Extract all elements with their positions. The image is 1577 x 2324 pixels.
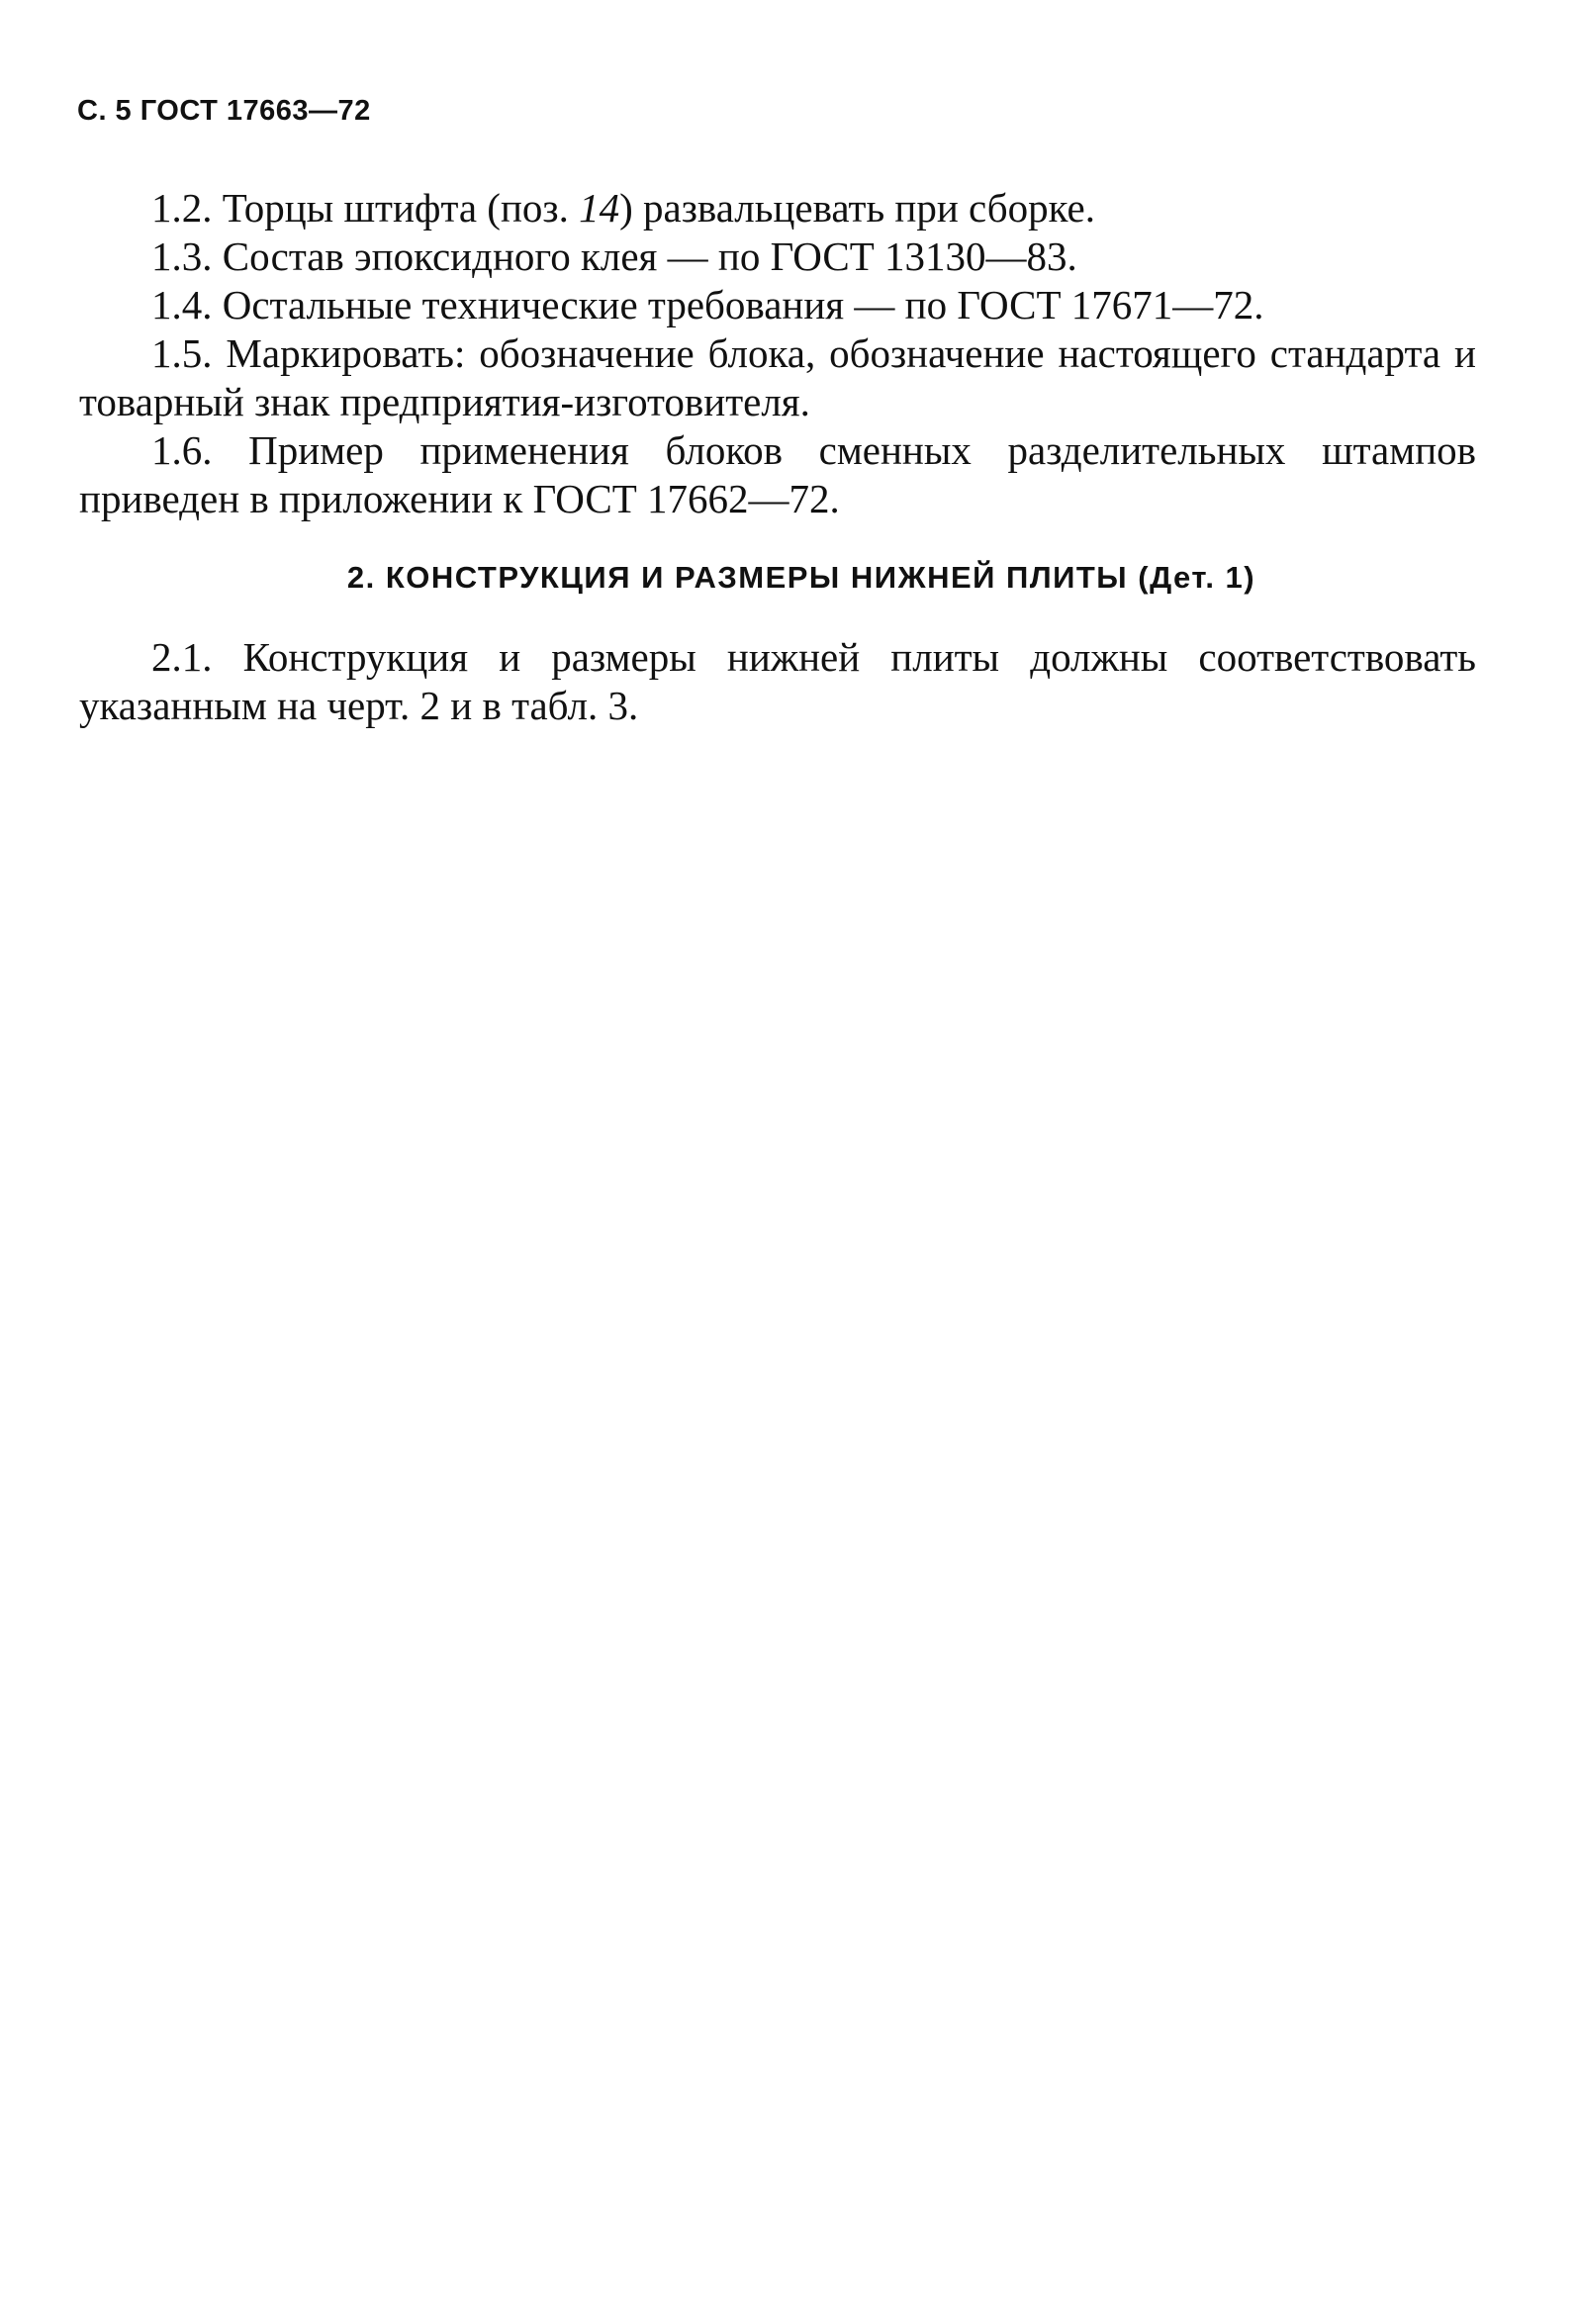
paragraph-1-2: 1.2. Торцы штифта (поз. 14) развальцевать при сборке.: [151, 185, 1095, 231]
paragraph-1-6: 1.6. Пример применения блоков сменных разделительных штампов приведен в приложении к ГОСТ 17662—72.: [79, 427, 1476, 521]
paragraph-1-5: 1.5. Маркировать: обозначение блока, обозначение настоящего стандарта и товарный знак предприятия-изготовителя.: [79, 330, 1476, 424]
section-2-body: [79, 633, 1476, 730]
page-header: [77, 95, 371, 128]
paragraph-2-1: 2.1. Конструкция и размеры нижней плиты должны соответствовать указанным на черт. 2 и в табл. 3.: [79, 634, 1476, 728]
requirements-list: [79, 184, 1476, 523]
section-heading: [0, 560, 1577, 596]
position-number: 14: [579, 185, 620, 231]
section-2-title: 2. КОНСТРУКЦИЯ И РАЗМЕРЫ НИЖНЕЙ ПЛИТЫ (Дет. 1): [346, 560, 1256, 595]
paragraph-1-4: 1.4. Остальные технические требования — по ГОСТ 17671—72.: [151, 282, 1264, 327]
page-number-and-standard: С. 5 ГОСТ 17663—72: [77, 95, 371, 127]
paragraph-1-3: 1.3. Состав эпоксидного клея — по ГОСТ 13130—83.: [151, 233, 1077, 279]
